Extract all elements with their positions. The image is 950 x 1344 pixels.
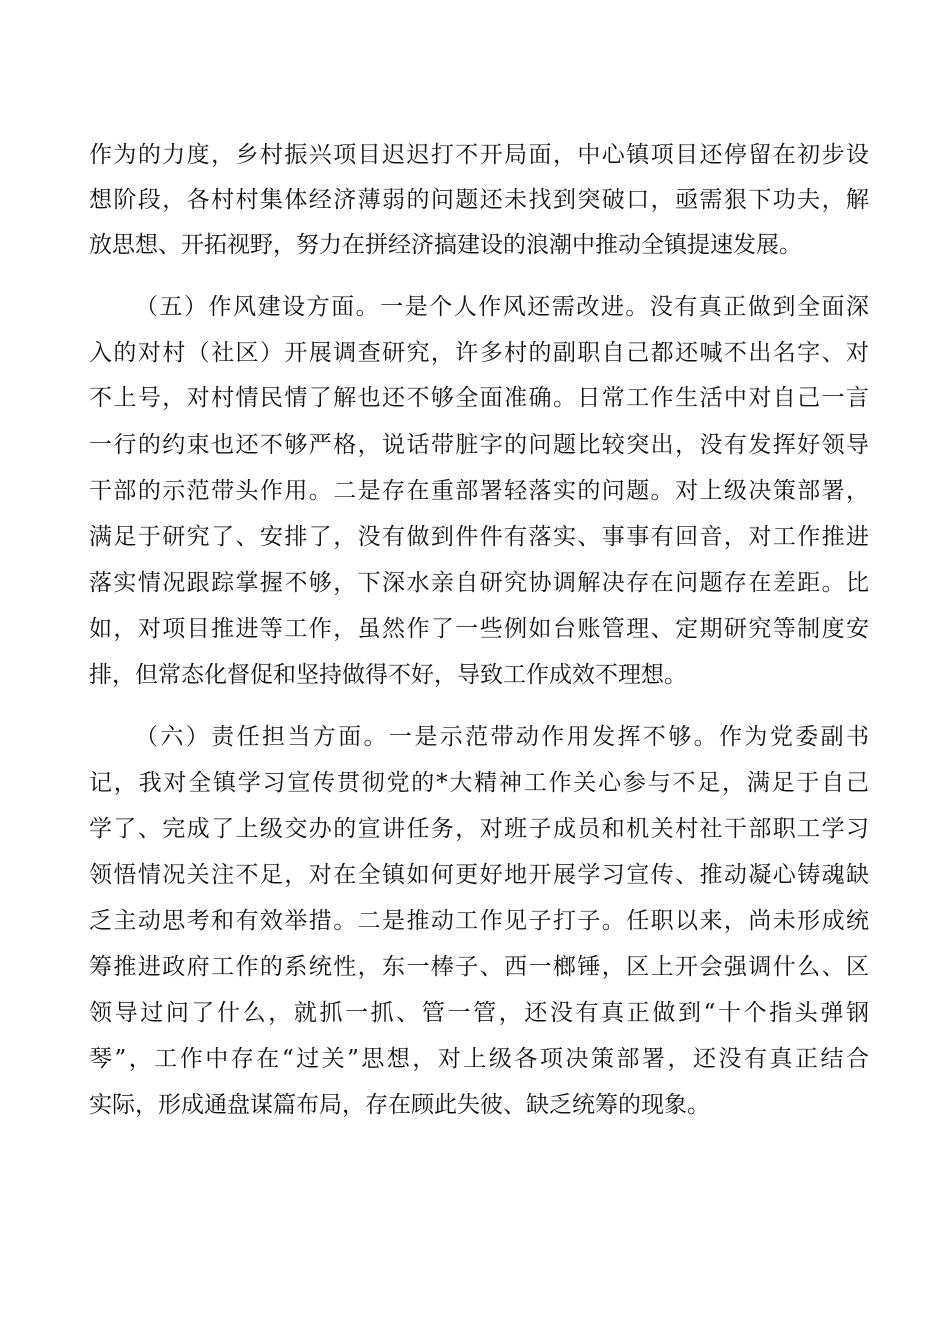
text-line: 领导过问了什么，就抓一抓、管一管，还没有真正做到“十个指头弹钢	[89, 1000, 869, 1026]
text-line: 落实情况跟踪掌握不够，下深水亲自研究协调解决存在问题存在差距。比	[89, 570, 869, 596]
text-line: 乏主动思考和有效举措。二是推动工作见子打子。任职以来，尚未形成统	[89, 908, 869, 934]
text-line: 实际，形成通盘谋篇布局，存在顾此失彼、缺乏统筹的现象。	[89, 1092, 710, 1118]
text-line: 干部的示范带头作用。二是存在重部署轻落实的问题。对上级决策部署，	[89, 478, 869, 504]
text-line: 如，对项目推进等工作，虽然作了一些例如台账管理、定期研究等制度安	[89, 616, 869, 642]
text-line: 领悟情况关注不足，对在全镇如何更好地开展学习宣传、推动凝心铸魂缺	[89, 862, 869, 888]
text-line: 放思想、开拓视野，努力在拼经济搞建设的浪潮中推动全镇提速发展。	[89, 232, 802, 258]
text-line: 排，但常态化督促和坚持做得不好，导致工作成效不理想。	[89, 662, 687, 688]
text-line: 作为的力度，乡村振兴项目迟迟打不开局面，中心镇项目还停留在初步设	[89, 142, 869, 168]
text-line: 入的对村（社区）开展调查研究，许多村的副职自己都还喊不出名字、对	[89, 340, 869, 366]
text-line: 琴”，工作中存在“过关”思想，对上级各项决策部署，还没有真正结合	[89, 1046, 869, 1072]
text-line: 记，我对全镇学习宣传贯彻党的*大精神工作关心参与不足，满足于自己	[89, 770, 869, 796]
paragraph-heading-line: （五）作风建设方面。一是个人作风还需改进。没有真正做到全面深	[135, 294, 869, 320]
text-line: 一行的约束也还不够严格，说话带脏字的问题比较突出，没有发挥好领导	[89, 432, 869, 458]
text-line: 满足于研究了、安排了，没有做到件件有落实、事事有回音，对工作推进	[89, 524, 869, 550]
text-line: 不上号，对村情民情了解也还不够全面准确。日常工作生活中对自己一言	[89, 385, 869, 411]
text-line: 想阶段，各村村集体经济薄弱的问题还未找到突破口，亟需狠下功夫，解	[89, 187, 869, 213]
text-line: 学了、完成了上级交办的宣讲任务，对班子成员和机关村社干部职工学习	[89, 816, 869, 842]
paragraph-heading-line: （六）责任担当方面。一是示范带动作用发挥不够。作为党委副书	[135, 724, 869, 750]
text-line: 筹推进政府工作的系统性，东一棒子、西一榔锤，区上开会强调什么、区	[89, 954, 869, 980]
